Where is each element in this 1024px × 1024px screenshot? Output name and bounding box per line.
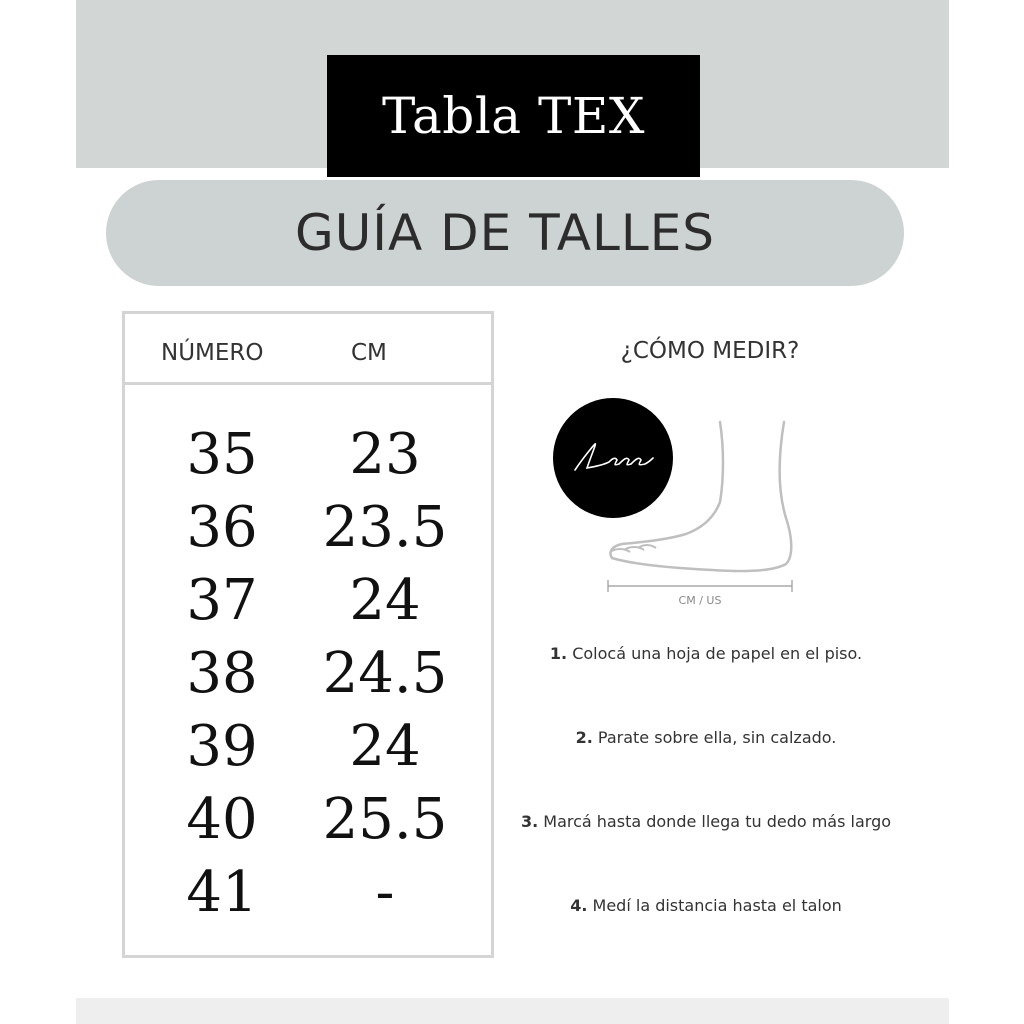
column-header-numero: NÚMERO (161, 340, 264, 366)
size-cm: - (375, 860, 395, 925)
footer-band (76, 998, 949, 1024)
step-text: Medí la distancia hasta el talon (592, 896, 842, 915)
size-number: 35 (186, 422, 258, 487)
table-row (125, 641, 491, 714)
table-body (125, 422, 491, 933)
size-number: 38 (186, 641, 258, 706)
size-cm: 23 (349, 422, 421, 487)
size-number: 39 (186, 714, 258, 779)
size-number: 36 (186, 495, 258, 560)
page-title: Tabla TEX (382, 87, 645, 145)
column-header-cm: CM (351, 340, 387, 366)
size-number: 41 (186, 860, 258, 925)
page-subtitle: GUÍA DE TALLES (294, 204, 716, 262)
size-cm: 24 (349, 568, 421, 633)
step-number: 3. (520, 812, 539, 831)
size-number: 37 (186, 568, 258, 633)
dimension-label: CM / US (678, 594, 722, 607)
how-to-measure-title: ¿CÓMO MEDIR? (620, 338, 800, 364)
step-3 (500, 812, 912, 831)
step-text: Parate sobre ella, sin calzado. (597, 728, 837, 747)
table-row (125, 787, 491, 860)
step-2 (500, 728, 912, 747)
title-box (327, 55, 700, 177)
step-text: Colocá una hoja de papel en el piso. (572, 644, 863, 663)
size-cm: 25.5 (322, 787, 448, 852)
subtitle-pill (106, 180, 904, 286)
step-4 (500, 896, 912, 915)
step-number: 2. (575, 728, 593, 747)
step-text: Marcá hasta donde llega tu dedo más largo (543, 812, 892, 831)
table-row (125, 568, 491, 641)
table-header (125, 314, 491, 385)
step-number: 1. (549, 644, 568, 663)
table-row (125, 422, 491, 495)
table-row (125, 860, 491, 933)
size-cm: 24.5 (322, 641, 448, 706)
foot-diagram-icon (602, 418, 812, 608)
step-number: 4. (570, 896, 588, 915)
step-1 (500, 644, 912, 663)
table-row (125, 714, 491, 787)
table-row (125, 495, 491, 568)
size-cm: 23.5 (322, 495, 448, 560)
size-number: 40 (186, 787, 258, 852)
size-table (122, 311, 494, 958)
size-cm: 24 (349, 714, 421, 779)
